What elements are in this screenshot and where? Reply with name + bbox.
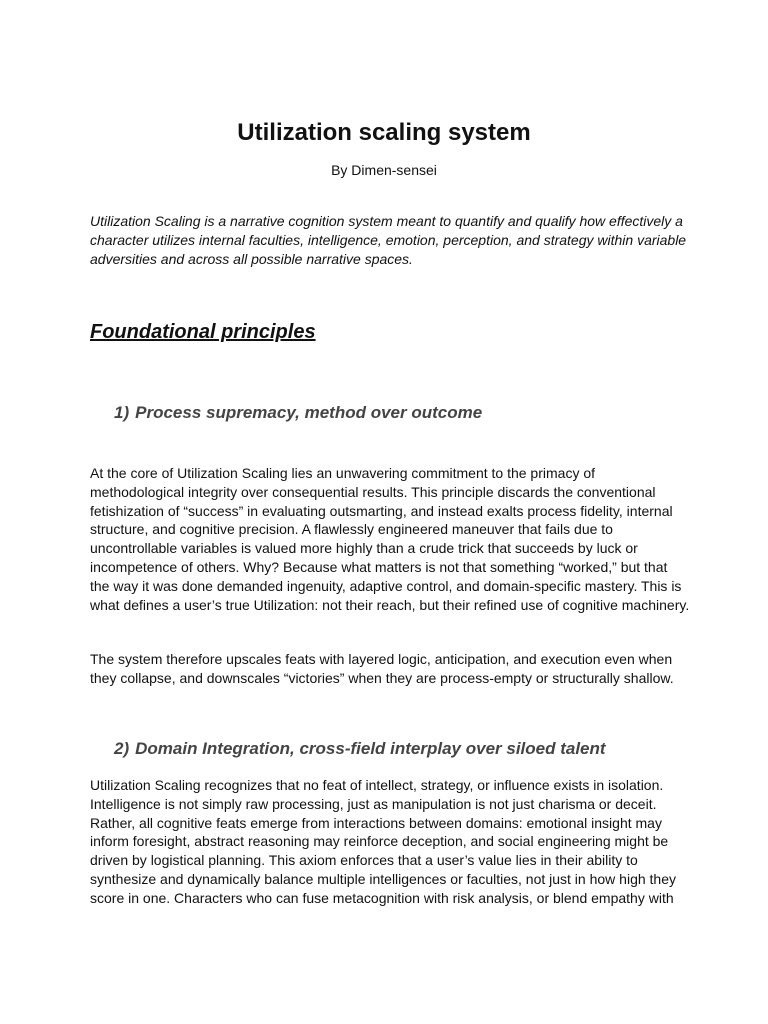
principle-1-number: 1)	[114, 403, 130, 422]
principle-2-title: Domain Integration, cross-field interplay over siloed talent	[135, 739, 606, 758]
principle-1-heading	[114, 401, 482, 425]
principle-2-number: 2)	[114, 739, 130, 758]
author-byline: By Dimen-sensei	[331, 162, 437, 178]
document-title: Utilization scaling system	[237, 119, 531, 146]
principle-1-title: Process supremacy, method over outcome	[135, 403, 483, 422]
principle-1-paragraph-2: The system therefore upscales feats with layered logic, anticipation, and execution even when they collapse, and downscales “victories” when they are process-empty or structurally shallow.	[90, 651, 674, 686]
principle-2-heading	[114, 737, 606, 761]
intro-paragraph: Utilization Scaling is a narrative cognition system meant to quantify and qualify how effectively a character utilizes internal faculties, intelligence, emotion, perception, and strategy within variable adversities and across all possible narrative spaces.	[90, 213, 687, 267]
principle-2-paragraph-1: Utilization Scaling recognizes that no feat of intellect, strategy, or influence exists in isolation. Intelligence is not simply raw processing, just as manipulation is not just charisma or deceit. Rather, all cognitive feats emerge from interactions between domains: emotional insight may inform foresight, abstract reasoning may reinforce deception, and social engineering might be driven by logistical planning. This axiom enforces that a user’s value lies in their ability to synthesize and dynamically balance multiple intelligences or faculties, not just in how high they score in one. Characters who can fuse metacognition with risk analysis, or blend empathy with	[90, 777, 676, 906]
section-heading: Foundational principles	[90, 321, 316, 343]
principle-1-paragraph-1: At the core of Utilization Scaling lies an unwavering commitment to the primacy of methodological integrity over consequential results. This principle discards the conventional fetishization of “success” in evaluating outsmarting, and instead exalts process fidelity, internal structure, and cognitive precision. A flawlessly engineered maneuver that fails due to uncontrollable variables is valued more highly than a crude trick that succeeds by luck or incompetence of others. Why? Because what matters is not that something “worked,” but that the way it was done demanded ingenuity, adaptive control, and domain-specific mastery. This is what defines a user’s true Utilization: not their reach, but their refined use of cognitive machinery.	[90, 465, 690, 613]
